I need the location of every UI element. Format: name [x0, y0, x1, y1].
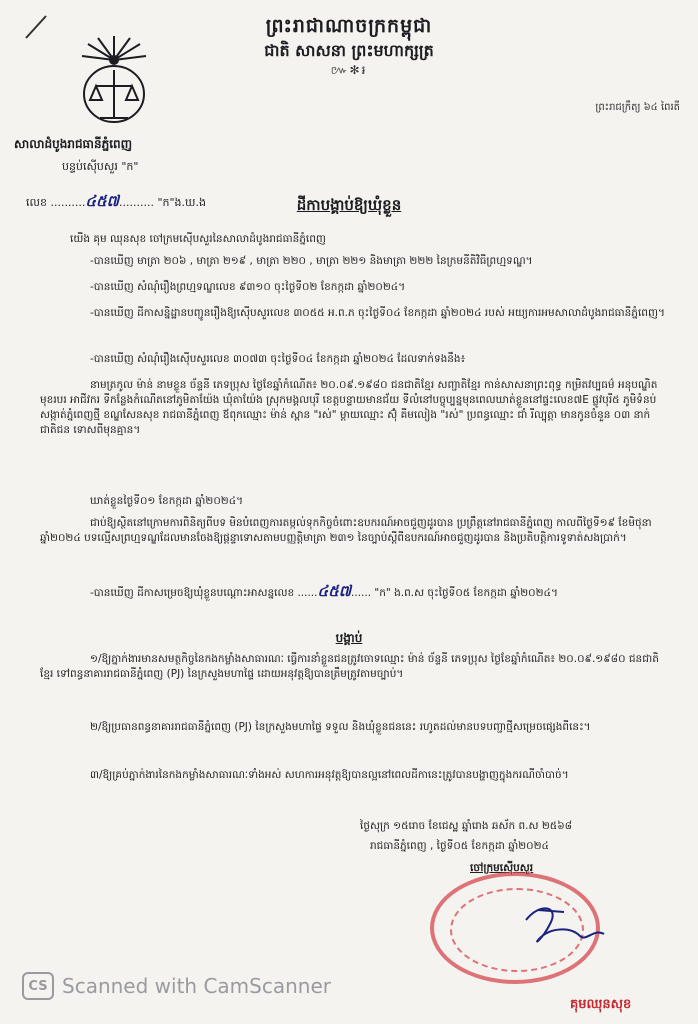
paragraph-1: -បានឃើញ មាត្រា ២០៦ , មាត្រា ២១៩ , មាត្រា ២២០ , មាត្រា ២២១ និងមាត្រា ២២២ នៃក្រមនីតិវិធីព្រហ្មទណ្ឌ។ — [90, 255, 533, 267]
ref-label: លេខ — [26, 196, 47, 209]
camscanner-logo-icon: CS — [22, 972, 54, 1000]
camscanner-watermark — [22, 972, 331, 1000]
p8-number: ៤៥៧ — [317, 582, 352, 600]
paragraph-7: ជាប់ឱ្យស្ថិតនៅក្រោមការពិនិត្យពីបទ មិនបំពេញការតម្កល់ទុកកិច្ចចំពោះឧបករណ៍អាចជួញដូរបាន ប្រព្រឹត្តនៅរាជធានីភ្នំពេញ កាលពីថ្ងៃទី១៩ ខែមិថុនា ឆ្នាំ២០២៤ បទល្មើសព្រហ្មទណ្ឌដែលមានចែងឱ្យផ្តន្ទាទោសតាមបញ្ញត្តិមាត្រា ២៣១ នៃច្បាប់ស្តីពីឧបករណ៍អាចជួញដូរបាន និងប្រតិបត្តិការទូទាត់សងប្រាក់។ — [40, 517, 652, 544]
court-emblem-icon — [74, 30, 154, 130]
issuing-court: សាលាដំបូងរាជធានីភ្នំពេញ — [14, 137, 133, 151]
camscanner-text: Scanned with CamScanner — [62, 974, 331, 998]
paragraph-6: ឃាត់ខ្លួនថ្ងៃទី០១ ខែកក្កដា ឆ្នាំ២០២៤។ — [90, 495, 244, 507]
p8-suffix: "ក" ង.ព.ស ចុះថ្ងៃទី០៥ ខែកក្កដា ឆ្នាំ២០២៤។ — [374, 587, 558, 599]
ref-suffix: "ក"ង.ឃ.ង — [157, 196, 206, 209]
paragraph-3: -បានឃើញ ដីកាសន្និដ្ឋានបញ្ជូនរឿងឱ្យស៊ើបសួរលេខ ៣០៥៥ អ.ព.ភ ចុះថ្ងៃទី០៤ ខែកក្កដា ឆ្នាំ២០២៤ របស់ អយ្យការអមសាលាដំបូងរាជធានីភ្នំពេញ។ — [90, 307, 665, 319]
p8-prefix: -បានឃើញ ដីកាសម្រេចឱ្យឃុំខ្លួនបណ្ដោះអាសន្នលេខ — [90, 587, 295, 599]
order-1: ១/ឱ្យភ្នាក់ងារមានសមត្ថកិច្ចនៃកងកម្លាំងសាធារណៈ ធ្វើការនាំខ្លួនជនត្រូវចោទឈ្មោះ ម៉ាន់ ច័ន្ទនី ភេទប្រុស ថ្ងៃខែឆ្នាំកំណើត៖ ២០.០៩.១៩៨០ ជនជាតិខ្មែរ ទៅពន្ធនាគាររាជធានីភ្នំពេញ (PJ) នៃក្រសួងមហាផ្ទៃ ដោយអនុវត្តឱ្យបានត្រឹមត្រូវតាមច្បាប់។ — [40, 653, 659, 680]
document-title: ដីកាបង្គាប់ឱ្យឃុំខ្លួន — [296, 196, 402, 214]
order-heading: បង្គាប់ — [335, 631, 363, 645]
reference-line: លេខ ..........៤៥៧.......... "ក"ង.ឃ.ង — [26, 192, 206, 210]
national-motto: ជាតិ សាសនា ព្រះមហាក្សត្រ — [264, 41, 434, 60]
ref-number: ៤៥៧ — [85, 192, 119, 210]
kingdom-title: ព្រះរាជាណាចក្រកម្ពុជា — [265, 15, 433, 37]
intro-line: យើង គុម ឈុនសុខ ចៅក្រមស៊ើបសួរនៃសាលាដំបូងរាជធានីភ្នំពេញ — [70, 233, 326, 245]
paragraph-8: -បានឃើញ ដីកាសម្រេចឱ្យឃុំខ្លួនបណ្ដោះអាសន្នលេខ ......៤៥៧...... "ក" ង.ព.ស ចុះថ្ងៃទី០៥ ខែកក្កដា ឆ្នាំ២០២៤។ — [90, 582, 558, 600]
paragraph-4: -បានឃើញ សំណុំរឿងស៊ើបសួរលេខ ៣០៧៣ ចុះថ្ងៃទី០៤ ខែកក្កដា ឆ្នាំ២០២៤ ដែលទាក់ទងនឹង៖ — [90, 353, 466, 365]
paragraph-5: នាមត្រកូល ម៉ាន់ នាមខ្លួន ច័ន្ទនី ភេទប្រុស ថ្ងៃខែឆ្នាំកំណើត៖ ២០.០៩.១៩៨០ ជនជាតិខ្មែរ សញ្ជាតិខ្មែរ កាន់សាសនាព្រះពុទ្ធ កម្រិតវប្បធម៌ អនុបណ្ឌិត មុខរបរ អាជីវករ ទីកន្លែងកំណើតនៅភូមិតាយ៉ែង ឃុំតាយ៉ែង ស្រុកមង្គលបុរី ខេត្តបន្ទាយមានជ័យ ទីលំនៅបច្ចុប្បន្នមុនពេលឃាត់ខ្លួននៅផ្ទះលេខ៧E ផ្លូវបុរី៥ ភូមិទំនប់ សង្កាត់ភ្នំពេញថ្មី ខណ្ឌសែនសុខ រាជធានីភ្នំពេញ ឪពុកឈ្មោះ ម៉ាន់ ស្ពាន "រស់" ម្ដាយឈ្មោះ ស៊ុំ គីមលៀង "រស់" ប្រពន្ធឈ្មោះ ជាំ រីល្បុត្តា មានកូនចំនួន ០៣ នាក់ ជាតិជន ទោសពីមុនគ្មាន។ — [40, 379, 658, 436]
signature — [520, 898, 610, 954]
header-ornament: ៚✻៛ — [330, 63, 368, 77]
lunar-date: ថ្ងៃសុក្រ ១៥រោច ខែជេស្ឋ ឆ្នាំរោង ឆស័ក ព.ស ២៥៦៨ — [360, 820, 573, 832]
issuing-office: បន្ទប់ស៊ើបសួរ "ក" — [62, 160, 139, 173]
order-2: ២/ឱ្យប្រធានពន្ធនាគាររាជធានីភ្នំពេញ (PJ) នៃក្រសួងមហាផ្ទៃ ទទួល និងឃុំខ្លួនជននេះ រហូតដល់មានបទបញ្ជាថ្មីសម្រេចផ្សេងពីនេះ។ — [90, 721, 591, 733]
signer-name: គុមឈុនសុខ — [570, 997, 632, 1012]
order-3: ៣/ឱ្យគ្រប់ភ្នាក់ងារនៃកងកម្លាំងសាធារណៈទាំងអស់ សហការអនុវត្តឱ្យបានល្អនៅពេលដីកានេះត្រូវបានបង្ហាញក្នុងករណីចាំបាច់។ — [90, 769, 569, 781]
signer-title: ចៅក្រមស៊ើបសួរ — [470, 862, 534, 874]
paragraph-2: -បានឃើញ សំណុំរឿងព្រហ្មទណ្ឌលេខ ៩៣១០ ចុះថ្ងៃទី០២ ខែកក្កដា ឆ្នាំ២០២៤។ — [90, 281, 406, 293]
gazette-ref: ព្រះរាជក្រឹត្យ ៦៤ ពៃរតី — [595, 102, 680, 113]
place-date: រាជធានីភ្នំពេញ , ថ្ងៃទី០៥ ខែកក្កដា ឆ្នាំ២០២៤ — [370, 840, 549, 852]
